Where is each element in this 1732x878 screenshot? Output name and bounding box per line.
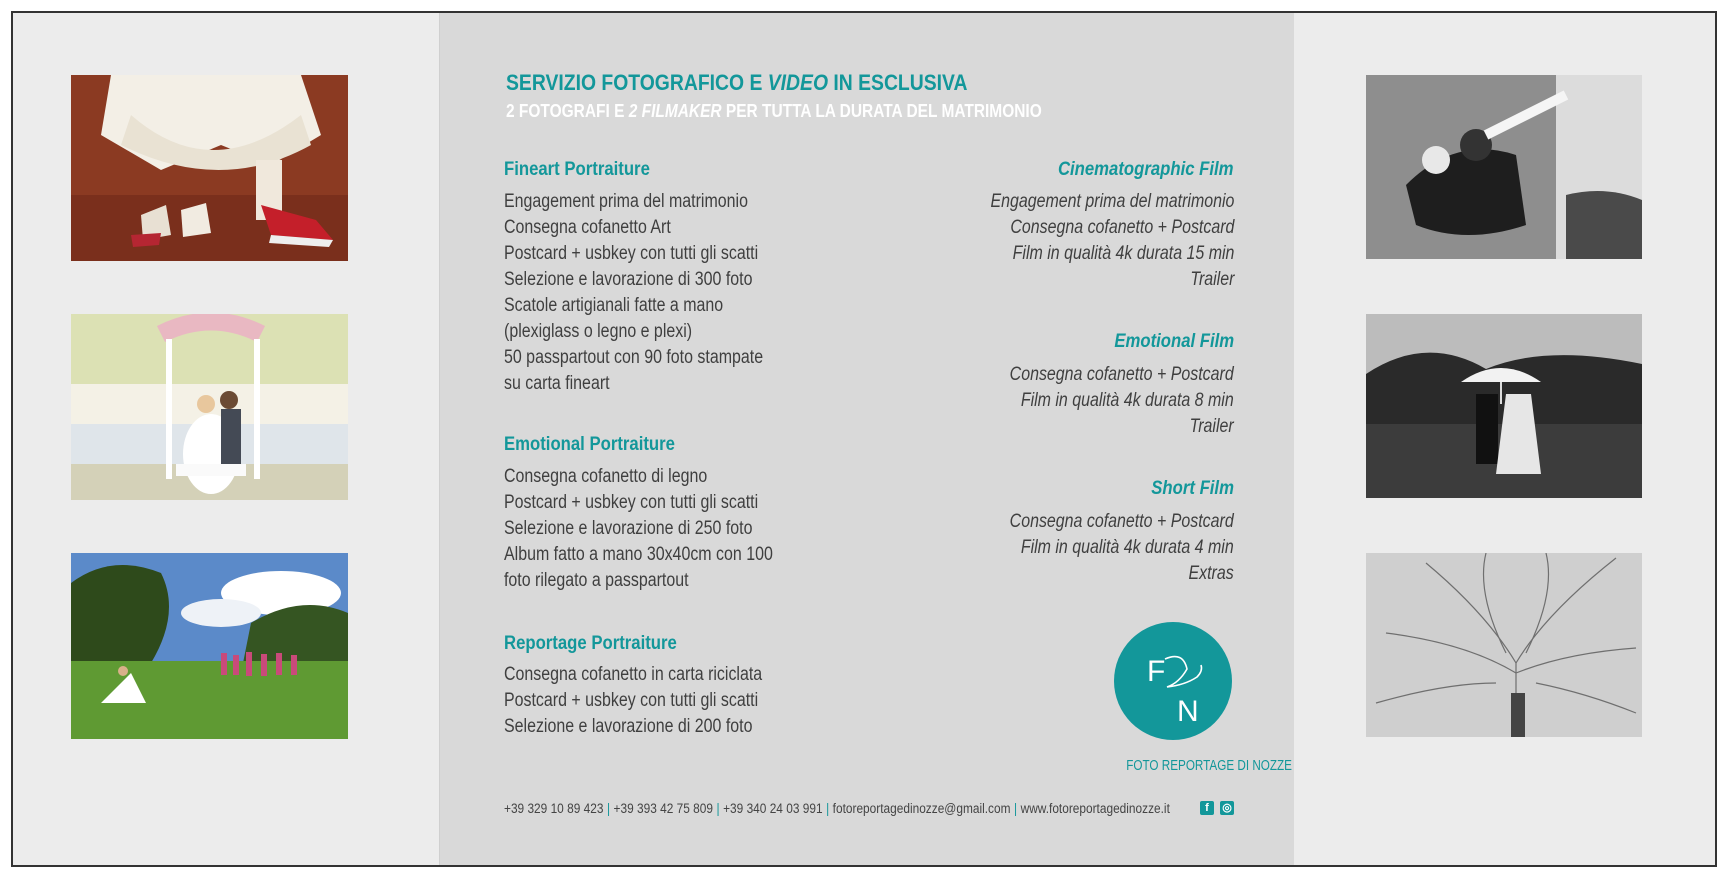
social-icons	[1200, 801, 1234, 815]
separator: |	[606, 801, 611, 816]
list-item: Consegna cofanetto Art	[504, 217, 671, 238]
list-item: Postcard + usbkey con tutti gli scatti	[504, 690, 759, 711]
list-item: Album fatto a mano 30x40cm con 100	[504, 544, 773, 565]
left-photo-panel	[13, 13, 439, 865]
package-list-fineart	[504, 189, 763, 397]
list-item: Trailer	[1189, 416, 1234, 437]
photo-tree-bw	[1366, 553, 1642, 737]
list-item: Selezione e lavorazione di 300 foto	[504, 269, 753, 290]
list-item: su carta fineart	[504, 373, 610, 394]
brochure	[11, 11, 1717, 867]
logo-letter-top: F	[1147, 655, 1166, 688]
package-title-cinematographic: Cinematographic Film	[1058, 159, 1234, 180]
package-list-reportage	[504, 662, 762, 740]
package-title-emotional-film: Emotional Film	[1114, 331, 1234, 352]
list-item: Consegna cofanetto + Postcard	[1009, 511, 1234, 532]
email-link[interactable]: fotoreportagedinozze@gmail.com	[832, 801, 1011, 816]
photo-bride-sneakers	[71, 75, 348, 261]
brand-logo	[1113, 621, 1233, 741]
facebook-icon[interactable]: f	[1200, 801, 1214, 815]
list-item: Postcard + usbkey con tutti gli scatti	[504, 492, 759, 513]
list-item: Postcard + usbkey con tutti gli scatti	[504, 243, 759, 264]
list-item: Engagement prima del matrimonio	[990, 191, 1234, 212]
package-list-short-film	[1010, 509, 1234, 587]
list-item: Film in qualità 4k durata 4 min	[1021, 537, 1234, 558]
separator: |	[826, 801, 830, 816]
list-item: Engagement prima del matrimonio	[504, 191, 748, 212]
list-item: Selezione e lavorazione di 200 foto	[504, 716, 753, 737]
phone-3[interactable]: +39 340 24 03 991	[723, 801, 823, 816]
photo-couple-arch	[71, 314, 348, 500]
phone-1[interactable]: +39 329 10 89 423	[504, 801, 604, 816]
list-item: Selezione e lavorazione di 250 foto	[504, 518, 753, 539]
list-item: Consegna cofanetto di legno	[504, 466, 708, 487]
package-title-fineart: Fineart Portraiture	[504, 159, 650, 180]
list-item: Extras	[1188, 563, 1234, 584]
list-item: 50 passpartout con 90 foto stampate	[504, 347, 764, 368]
package-title-short-film: Short Film	[1151, 478, 1234, 499]
photo-couple-umbrella-bw	[1366, 314, 1642, 498]
list-item: Scatole artigianali fatte a mano	[504, 295, 724, 316]
list-item: Trailer	[1189, 269, 1234, 290]
list-item: (plexiglass o legno e plexi)	[504, 321, 693, 342]
list-item: foto rilegato a passpartout	[504, 570, 689, 591]
middle-info-panel	[439, 13, 1296, 865]
phone-2[interactable]: +39 393 42 75 809	[613, 801, 713, 816]
list-item: Consegna cofanetto + Postcard	[1009, 364, 1234, 385]
contact-line	[504, 801, 1170, 816]
logo-letter-bottom: N	[1177, 695, 1199, 728]
package-list-emotional-portraiture	[504, 464, 773, 594]
list-item: Consegna cofanetto + Postcard	[1009, 217, 1234, 238]
photo-couple-wall-bw	[1366, 75, 1642, 259]
package-list-emotional-film	[1010, 362, 1234, 440]
separator: |	[716, 801, 720, 816]
list-item: Consegna cofanetto in carta riciclata	[504, 664, 763, 685]
package-list-cinematographic	[990, 189, 1234, 293]
photo-bride-park	[71, 553, 348, 739]
logo-caption: FOTO REPORTAGE DI NOZZE	[1126, 757, 1292, 774]
page-subtitle: 2 FOTOGRAFI E 2 FILMAKER PER TUTTA LA DURATA DEL MATRIMONIO	[506, 101, 1042, 121]
list-item: Film in qualità 4k durata 8 min	[1021, 390, 1234, 411]
right-photo-panel	[1294, 13, 1715, 865]
package-title-emotional-portraiture: Emotional Portraiture	[504, 434, 675, 455]
package-title-reportage: Reportage Portraiture	[504, 633, 677, 654]
website-link[interactable]: www.fotoreportagedinozze.it	[1020, 801, 1170, 816]
instagram-icon[interactable]: ◎	[1220, 801, 1234, 815]
separator: |	[1014, 801, 1018, 816]
page-title: SERVIZIO FOTOGRAFICO E VIDEO IN ESCLUSIVA	[506, 70, 968, 95]
list-item: Film in qualità 4k durata 15 min	[1012, 243, 1234, 264]
